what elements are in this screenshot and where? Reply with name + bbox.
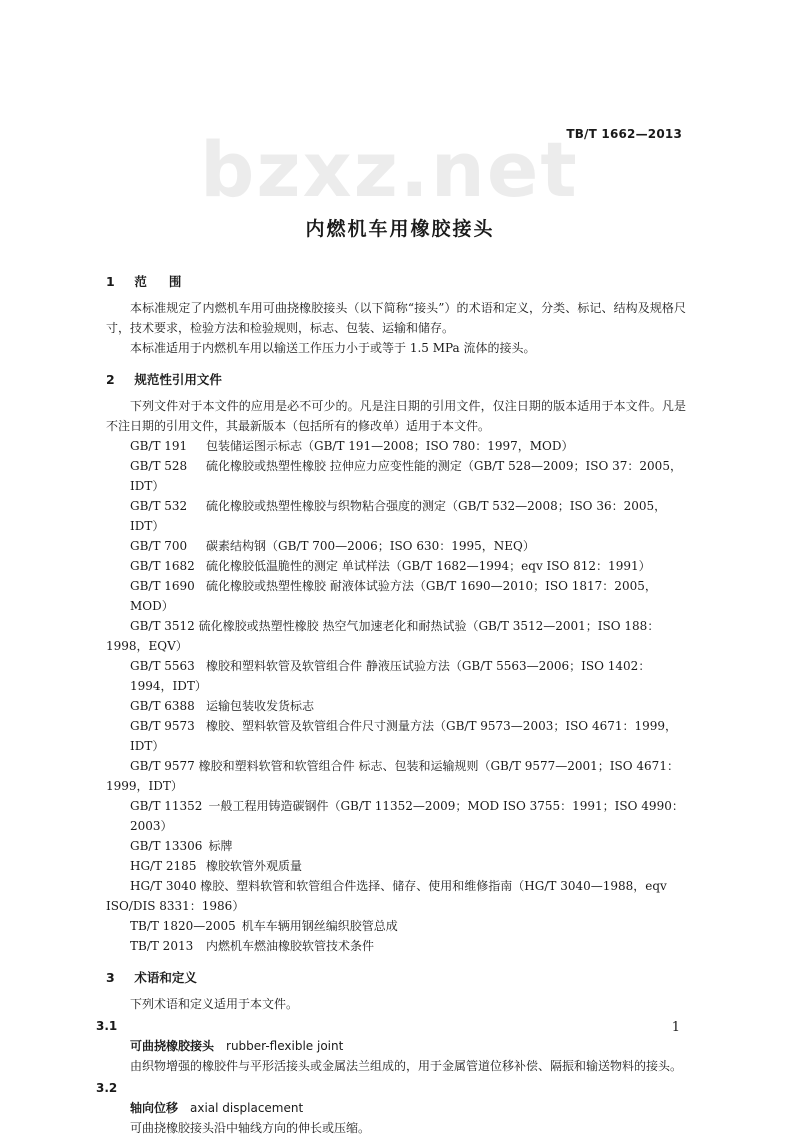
reference-title: 硫化橡胶低温脆性的测定 单试样法（GB/T 1682—1994；eqv ISO 812：1991） — [206, 559, 651, 573]
paragraph: 本标准规定了内燃机车用可曲挠橡胶接头（以下简称“接头”）的术语和定义，分类、标记、结构及规格尺寸，技术要求，检验方法和检验规则，标志、包装、运输和储存。 — [106, 301, 686, 335]
reference-code: TB/T 1820—2005 — [130, 919, 236, 933]
reference-code: GB/T 13306 — [130, 839, 203, 853]
section-number: 3 — [106, 970, 115, 985]
section-heading-terms — [106, 968, 686, 988]
reference-title: 机车车辆用钢丝编织胶管总成 — [241, 919, 398, 933]
term-definition: 由织物增强的橡胶件与平形活接头或金属法兰组成的，用于金属管道位移补偿、隔振和输送物料的接头。 — [130, 1059, 683, 1073]
reference-code: HG/T 3040 — [130, 879, 197, 893]
reference-code: GB/T 6388 — [130, 699, 195, 713]
term-english: axial displacement — [190, 1101, 304, 1115]
reference-code: GB/T 9573 — [130, 719, 195, 733]
reference-item — [106, 836, 686, 856]
watermark: bzxz.net — [200, 125, 579, 214]
reference-title: 硫化橡胶或热塑性橡胶 热空气加速老化和耐热试验（GB/T 3512—2001；ISO 188：1998，EQV） — [106, 619, 660, 653]
reference-code: GB/T 1690 — [130, 579, 195, 593]
term-english: rubber-flexible joint — [226, 1039, 344, 1053]
reference-item — [106, 436, 686, 456]
section-number: 2 — [106, 372, 115, 387]
reference-item — [106, 656, 686, 696]
reference-code: GB/T 1682 — [130, 559, 195, 573]
reference-item — [106, 716, 686, 756]
term-number: 3.1 — [96, 1019, 118, 1033]
reference-item — [106, 496, 686, 536]
page-number: 1 — [671, 1020, 680, 1035]
document-body — [96, 268, 686, 1138]
section-title: 术语和定义 — [134, 970, 197, 985]
reference-code: GB/T 11352 — [130, 799, 203, 813]
reference-code: GB/T 3512 — [130, 619, 195, 633]
document-title: 内燃机车用橡胶接头 — [305, 218, 495, 240]
reference-title: 橡胶、塑料软管和软管组合件选择、储存、使用和维修指南（HG/T 3040—1988，eqv ISO/DIS 8331：1986） — [106, 879, 667, 913]
reference-code: GB/T 5563 — [130, 659, 195, 673]
reference-title: 碳素结构钢（GB/T 700—2006；ISO 630：1995，NEQ） — [206, 539, 535, 553]
section-title: 范围 — [134, 274, 204, 289]
reference-code: GB/T 700 — [130, 539, 188, 553]
reference-title: 橡胶软管外观质量 — [206, 859, 303, 873]
reference-item — [106, 936, 686, 956]
reference-item — [106, 576, 686, 616]
reference-title: 硫化橡胶或热塑性橡胶与织物粘合强度的测定（GB/T 532—2008；ISO 36：2005，IDT） — [130, 499, 667, 533]
reference-item — [106, 556, 686, 576]
reference-code: GB/T 528 — [130, 459, 188, 473]
reference-item — [106, 616, 686, 656]
reference-title: 硫化橡胶或热塑性橡胶 耐液体试验方法（GB/T 1690—2010；ISO 1817：2005，MOD） — [130, 579, 657, 613]
reference-title: 橡胶和塑料软管及软管组合件 静液压试验方法（GB/T 5563—2006；ISO 1402：1994，IDT） — [130, 659, 651, 693]
reference-code: GB/T 9577 — [130, 759, 195, 773]
reference-item — [106, 536, 686, 556]
reference-title: 内燃机车燃油橡胶软管技术条件 — [206, 939, 375, 953]
reference-code: TB/T 2013 — [130, 939, 194, 953]
term-entry — [106, 1098, 686, 1118]
reference-title: 硫化橡胶或热塑性橡胶 拉伸应力应变性能的测定（GB/T 528—2009；ISO 37：2005，IDT） — [130, 459, 682, 493]
reference-item — [106, 756, 686, 796]
term-chinese: 轴向位移 — [130, 1101, 179, 1115]
term-definition: 可曲挠橡胶接头沿中轴线方向的伸长或压缩。 — [130, 1121, 371, 1135]
paragraph: 本标准适用于内燃机车用以输送工作压力小于或等于 1.5 MPa 流体的接头。 — [130, 341, 536, 355]
paragraph: 下列文件对于本文件的应用是必不可少的。凡是注日期的引用文件，仅注日期的版本适用于本文件。凡是不注日期的引用文件，其最新版本（包括所有的修改单）适用于本文件。 — [106, 399, 686, 433]
reference-item — [106, 696, 686, 716]
reference-title: 橡胶和塑料软管和软管组合件 标志、包装和运输规则（GB/T 9577—2001；ISO 4671：1999，IDT） — [106, 759, 679, 793]
reference-title: 标牌 — [208, 839, 233, 853]
term-chinese: 可曲挠橡胶接头 — [130, 1039, 215, 1053]
term-entry — [106, 1036, 686, 1056]
reference-item — [106, 916, 686, 936]
reference-title: 包装储运图示标志（GB/T 191—2008；ISO 780：1997，MOD） — [206, 439, 574, 453]
reference-item — [106, 876, 686, 916]
reference-code: GB/T 191 — [130, 439, 188, 453]
reference-item — [106, 856, 686, 876]
reference-title: 运输包装收发货标志 — [206, 699, 315, 713]
reference-code: GB/T 532 — [130, 499, 188, 513]
reference-item — [106, 456, 686, 496]
section-heading-scope — [106, 272, 686, 292]
reference-item — [106, 796, 686, 836]
section-heading-references — [106, 370, 686, 390]
section-number: 1 — [106, 274, 115, 289]
reference-list — [106, 436, 686, 956]
standard-code: TB/T 1662—2013 — [566, 127, 682, 141]
paragraph: 下列术语和定义适用于本文件。 — [130, 997, 299, 1011]
term-number: 3.2 — [96, 1081, 118, 1095]
reference-code: HG/T 2185 — [130, 859, 197, 873]
section-title: 规范性引用文件 — [134, 372, 222, 387]
reference-title: 橡胶、塑料软管及软管组合件尺寸测量方法（GB/T 9573—2003；ISO 4671：1999，IDT） — [130, 719, 678, 753]
reference-title: 一般工程用铸造碳钢件（GB/T 11352—2009；MOD ISO 3755：1991；ISO 4990：2003） — [130, 799, 684, 833]
